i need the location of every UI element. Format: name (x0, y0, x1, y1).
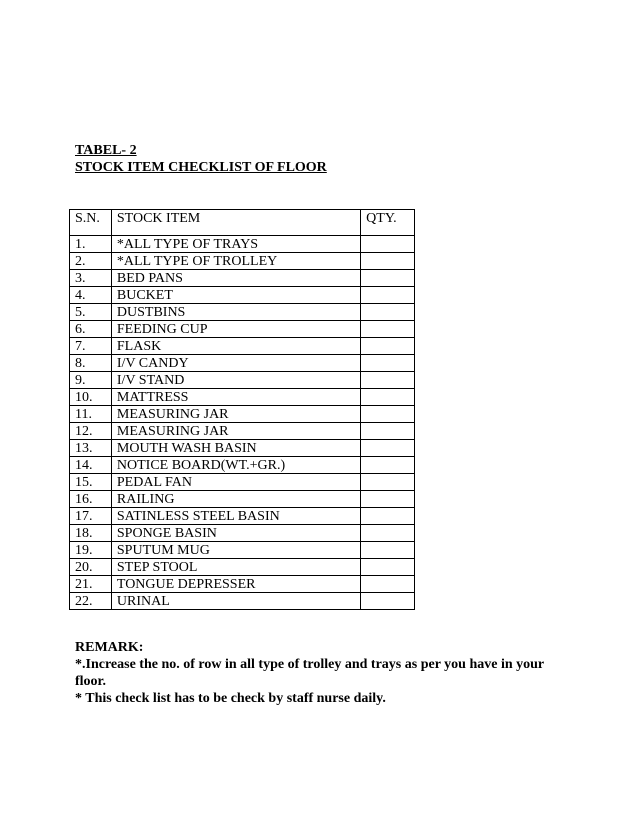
row-qty (361, 321, 415, 338)
row-qty (361, 576, 415, 593)
row-sn: 22. (70, 593, 112, 610)
row-sn: 18. (70, 525, 112, 542)
row-stock-item: I/V CANDY (111, 355, 360, 372)
row-stock-item: MOUTH WASH BASIN (111, 440, 360, 457)
row-stock-item: RAILING (111, 491, 360, 508)
row-stock-item: URINAL (111, 593, 360, 610)
row-stock-item: MEASURING JAR (111, 406, 360, 423)
table-row (70, 338, 415, 355)
row-qty (361, 355, 415, 372)
table-row (70, 253, 415, 270)
table-row (70, 457, 415, 474)
row-qty (361, 236, 415, 253)
row-qty (361, 389, 415, 406)
row-qty (361, 525, 415, 542)
table-row (70, 593, 415, 610)
row-stock-item: MEASURING JAR (111, 423, 360, 440)
header-stock-item: STOCK ITEM (111, 210, 360, 236)
row-sn: 2. (70, 253, 112, 270)
table-row (70, 389, 415, 406)
table-row (70, 236, 415, 253)
row-stock-item: BED PANS (111, 270, 360, 287)
row-stock-item: PEDAL FAN (111, 474, 360, 491)
row-stock-item: SPUTUM MUG (111, 542, 360, 559)
row-qty (361, 304, 415, 321)
header-sn: S.N. (70, 210, 112, 236)
row-qty (361, 559, 415, 576)
row-stock-item: NOTICE BOARD(WT.+GR.) (111, 457, 360, 474)
remarks-section (75, 639, 575, 707)
row-sn: 14. (70, 457, 112, 474)
row-stock-item: FEEDING CUP (111, 321, 360, 338)
row-qty (361, 253, 415, 270)
table-row (70, 559, 415, 576)
row-qty (361, 423, 415, 440)
row-sn: 16. (70, 491, 112, 508)
table-row (70, 372, 415, 389)
table-row (70, 321, 415, 338)
row-stock-item: SATINLESS STEEL BASIN (111, 508, 360, 525)
row-sn: 9. (70, 372, 112, 389)
row-stock-item: TONGUE DEPRESSER (111, 576, 360, 593)
row-sn: 15. (70, 474, 112, 491)
row-stock-item: *ALL TYPE OF TRAYS (111, 236, 360, 253)
row-qty (361, 338, 415, 355)
row-sn: 10. (70, 389, 112, 406)
row-qty (361, 440, 415, 457)
row-stock-item: SPONGE BASIN (111, 525, 360, 542)
remark-line-1: *.Increase the no. of row in all type of trolley and trays as per you have in your floor. (75, 657, 544, 689)
table-row (70, 542, 415, 559)
row-sn: 4. (70, 287, 112, 304)
row-sn: 5. (70, 304, 112, 321)
header-qty: QTY. (361, 210, 415, 236)
row-qty (361, 593, 415, 610)
table-row (70, 474, 415, 491)
row-sn: 7. (70, 338, 112, 355)
row-stock-item: DUSTBINS (111, 304, 360, 321)
row-stock-item: STEP STOOL (111, 559, 360, 576)
table-row (70, 576, 415, 593)
row-sn: 12. (70, 423, 112, 440)
row-qty (361, 287, 415, 304)
row-qty (361, 270, 415, 287)
row-sn: 21. (70, 576, 112, 593)
table-header-row (70, 210, 415, 236)
table-row (70, 423, 415, 440)
table-row (70, 355, 415, 372)
table-row (70, 525, 415, 542)
row-stock-item: I/V STAND (111, 372, 360, 389)
row-sn: 8. (70, 355, 112, 372)
document-title: STOCK ITEM CHECKLIST OF FLOOR (75, 160, 327, 175)
row-qty (361, 508, 415, 525)
row-qty (361, 406, 415, 423)
row-sn: 13. (70, 440, 112, 457)
row-qty (361, 457, 415, 474)
table-row (70, 406, 415, 423)
table-row (70, 508, 415, 525)
remark-title: REMARK: (75, 640, 144, 655)
table-label: TABEL- 2 (75, 143, 137, 158)
row-sn: 17. (70, 508, 112, 525)
row-stock-item: BUCKET (111, 287, 360, 304)
row-sn: 1. (70, 236, 112, 253)
table-row (70, 304, 415, 321)
stock-checklist-table (69, 209, 415, 610)
row-sn: 11. (70, 406, 112, 423)
row-stock-item: MATTRESS (111, 389, 360, 406)
row-qty (361, 474, 415, 491)
row-sn: 20. (70, 559, 112, 576)
remark-line-2: * This check list has to be check by staff nurse daily. (75, 691, 386, 706)
row-stock-item: *ALL TYPE OF TROLLEY (111, 253, 360, 270)
row-sn: 6. (70, 321, 112, 338)
row-qty (361, 491, 415, 508)
row-stock-item: FLASK (111, 338, 360, 355)
row-qty (361, 372, 415, 389)
row-sn: 19. (70, 542, 112, 559)
table-body (70, 236, 415, 610)
table-row (70, 287, 415, 304)
table-row (70, 270, 415, 287)
row-sn: 3. (70, 270, 112, 287)
table-row (70, 491, 415, 508)
row-qty (361, 542, 415, 559)
table-row (70, 440, 415, 457)
